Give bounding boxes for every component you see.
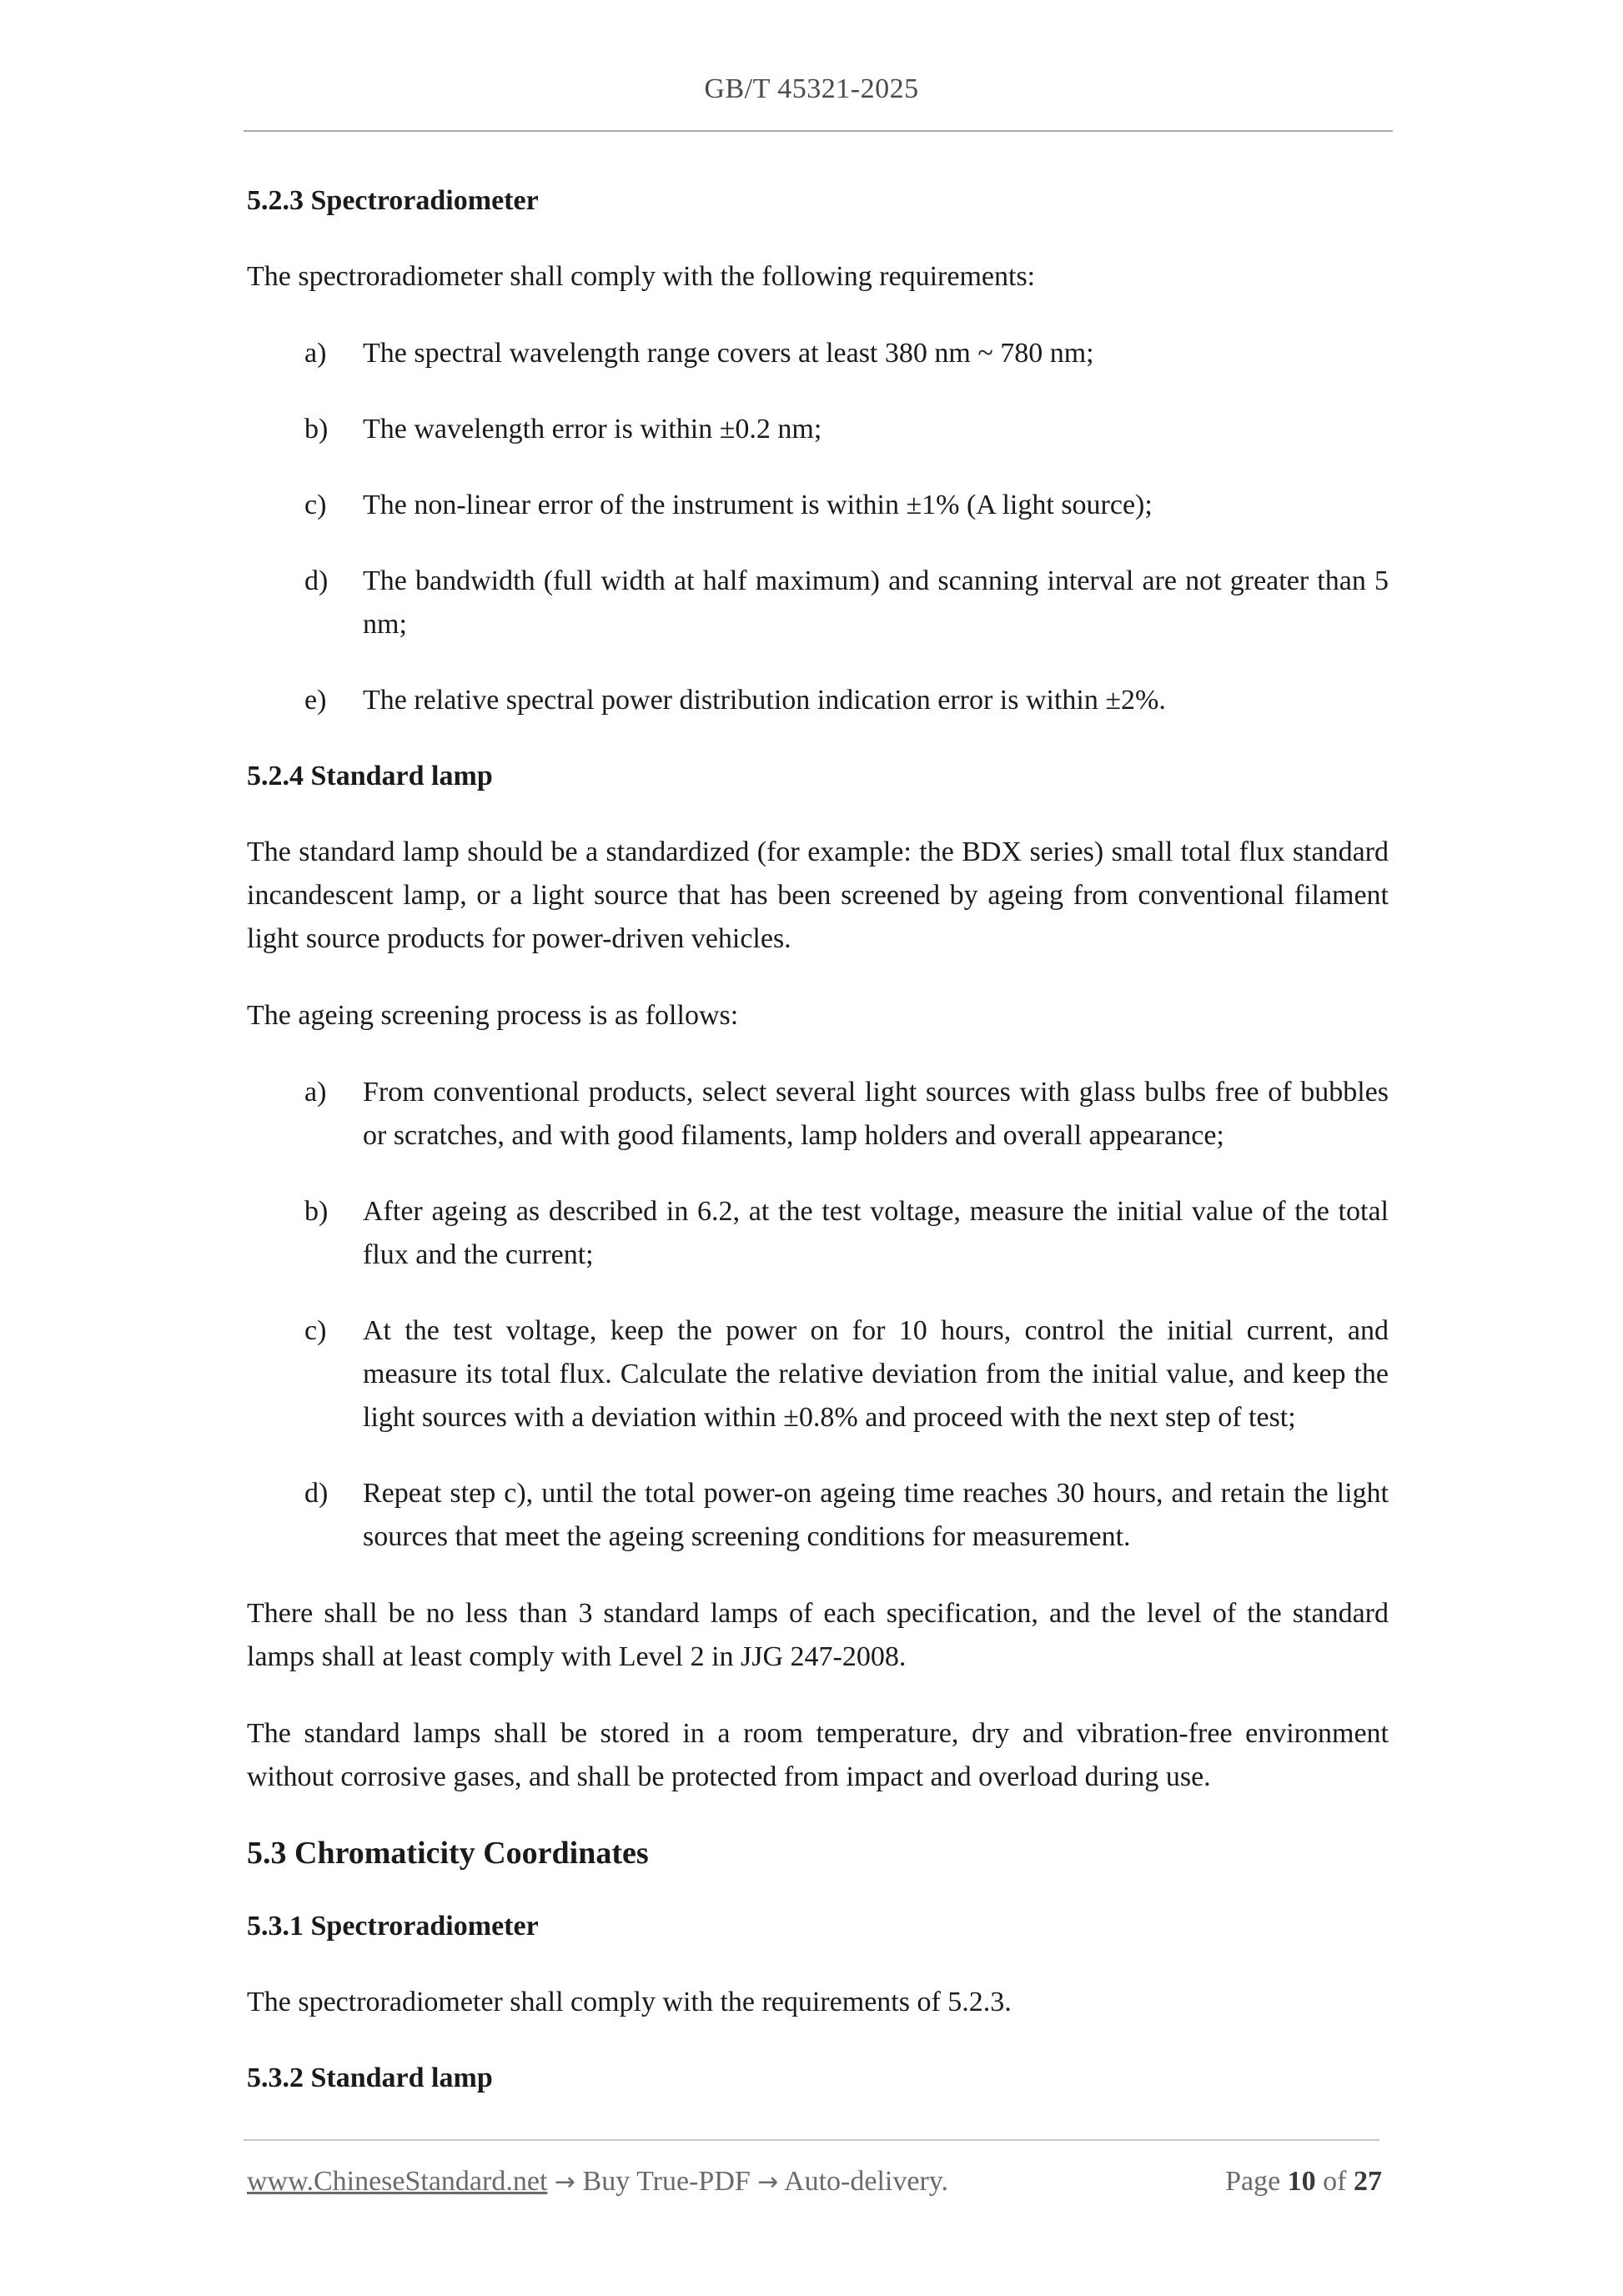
- list-marker: b): [304, 1196, 329, 1227]
- page-label: Page: [1225, 2166, 1281, 2197]
- list-item-text: The relative spectral power distribution indication error is within ±2%.: [363, 685, 1166, 716]
- page-of-label: of: [1323, 2166, 1347, 2197]
- section-5-3-1-title: 5.3.1 Spectroradiometer: [247, 1911, 539, 1942]
- list-marker: a): [304, 1077, 327, 1108]
- list-item: [247, 560, 1389, 646]
- section-5-2-3-intro: The spectroradiometer shall comply with the following requirements:: [247, 261, 1036, 292]
- list-item: [247, 1071, 1389, 1158]
- section-5-3-2-title: 5.3.2 Standard lamp: [247, 2062, 493, 2093]
- section-5-2-4-para-3: There shall be no less than 3 standard lamps of each specification, and the level of the standard lamps shall at least comply with Level 2 in JJG 247-2008.: [247, 1598, 1389, 1672]
- section-5-2-3-title: 5.2.3 Spectroradiometer: [247, 185, 539, 216]
- auto-delivery-text: Auto-delivery.: [784, 2166, 949, 2197]
- section-5-2-4-para-2: The ageing screening process is as follows:: [247, 1000, 739, 1031]
- list-item-text: After ageing as described in 6.2, at the test voltage, measure the initial value of the total flux and the current;: [363, 1196, 1389, 1270]
- list-marker: d): [304, 1478, 329, 1509]
- list-item-text: At the test voltage, keep the power on for 10 hours, control the initial current, and measure its total flux. Calculate the relative deviation from the initial value, and keep the light sources with a deviation within ±0.8% and proceed with the next step of test;: [363, 1315, 1389, 1433]
- page-footer: [247, 2163, 1382, 2201]
- list-marker: e): [304, 685, 327, 716]
- list-item: [247, 1472, 1389, 1559]
- section-5-3-1-para: The spectroradiometer shall comply with the requirements of 5.2.3.: [247, 1987, 1012, 2017]
- list-marker: a): [304, 338, 327, 369]
- list-marker: b): [304, 414, 329, 445]
- header-doc-id: GB/T 45321-2025: [704, 73, 919, 104]
- header-divider: [244, 130, 1393, 132]
- arrow-right-icon: →: [757, 2168, 779, 2197]
- page-current: 10: [1287, 2166, 1316, 2197]
- section-5-2-4-para-4: The standard lamps shall be stored in a room temperature, dry and vibration-free environment without corrosive gases, and shall be protected from impact and overload during use.: [247, 1718, 1389, 1792]
- list-item: [247, 408, 1389, 451]
- list-item-text: The spectral wavelength range covers at least 380 nm ~ 780 nm;: [363, 338, 1094, 369]
- list-item: [247, 1309, 1389, 1439]
- section-5-2-3-requirements-list: [247, 332, 1389, 722]
- list-item-text: From conventional products, select several light sources with glass bulbs free of bubbles or scratches, and with good filaments, lamp holders and overall appearance;: [363, 1077, 1389, 1151]
- list-item-text: The wavelength error is within ±0.2 nm;: [363, 414, 822, 445]
- section-5-3-title: 5.3 Chromaticity Coordinates: [247, 1836, 649, 1871]
- list-item: [247, 1190, 1389, 1277]
- arrow-right-icon: →: [554, 2168, 576, 2197]
- list-marker: c): [304, 490, 327, 520]
- list-item-text: The bandwidth (full width at half maximum) and scanning interval are not greater than 5 nm;: [363, 565, 1389, 640]
- list-item: [247, 484, 1389, 527]
- footer-divider: [244, 2139, 1379, 2141]
- list-marker: c): [304, 1315, 327, 1346]
- list-item-text: Repeat step c), until the total power-on ageing time reaches 30 hours, and retain the light sources that meet the ageing screening conditions for measurement.: [363, 1478, 1389, 1552]
- document-body: [247, 180, 1389, 2133]
- list-item: [247, 679, 1389, 722]
- buy-true-pdf-text: Buy True-PDF: [582, 2166, 751, 2197]
- list-marker: d): [304, 565, 329, 596]
- page-indicator: [1225, 2163, 1382, 2200]
- list-item-text: The non-linear error of the instrument is within ±1% (A light source);: [363, 490, 1153, 520]
- page-total: 27: [1354, 2166, 1382, 2197]
- list-item: [247, 332, 1389, 375]
- website-link[interactable]: www.ChineseStandard.net: [247, 2166, 548, 2197]
- ageing-screening-list: [247, 1071, 1389, 1559]
- section-5-2-4-para-1: The standard lamp should be a standardized (for example: the BDX series) small total flux standard incandescent lamp, or a light source that has been screened by ageing from conventional filament light source products for power-driven vehicles.: [247, 837, 1389, 954]
- section-5-2-4-title: 5.2.4 Standard lamp: [247, 761, 493, 791]
